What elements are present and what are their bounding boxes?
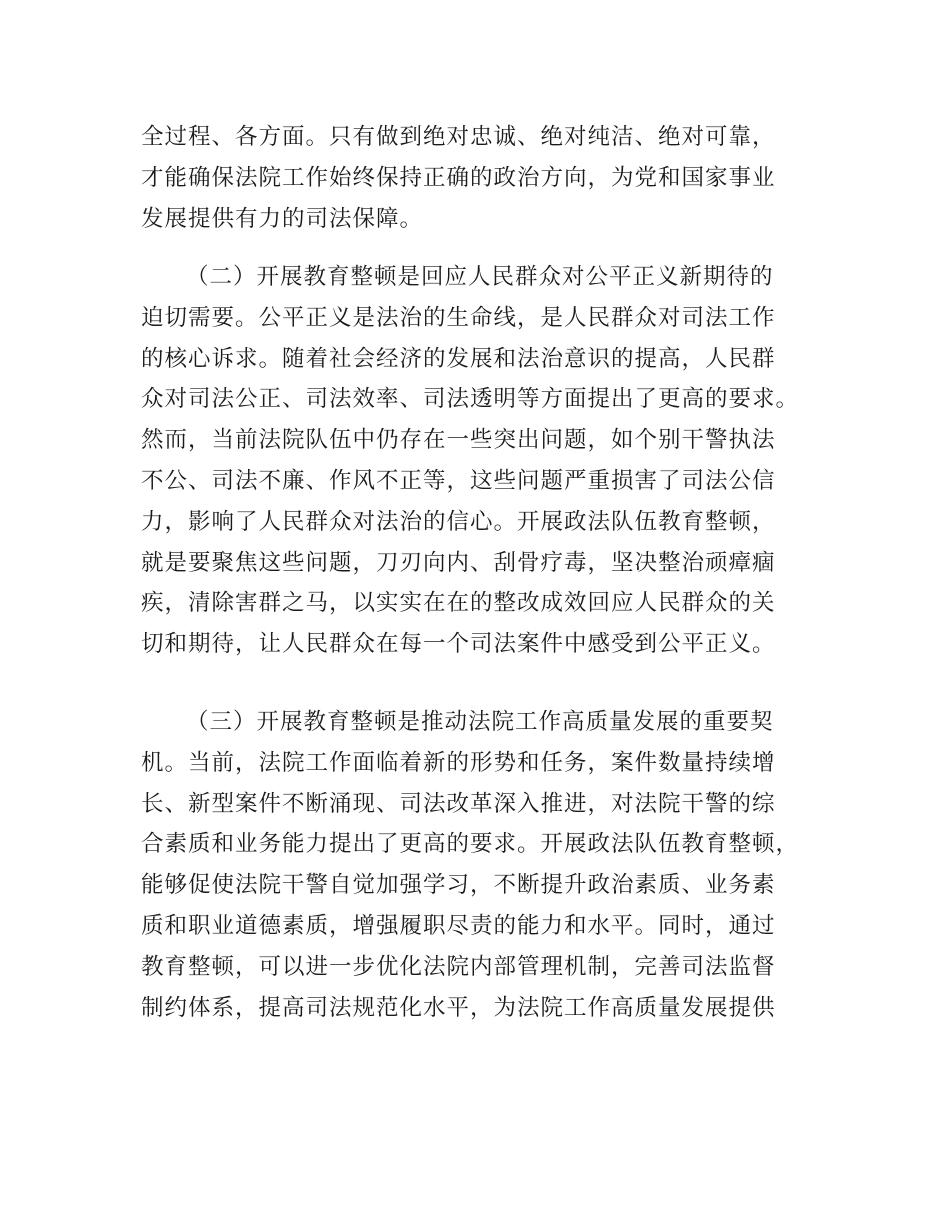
paragraph-section-three [141, 702, 811, 1028]
paragraph-section-two [141, 257, 811, 665]
text-line: 质和职业道德素质，增强履职尽责的能力和水平。同时，通过 [141, 912, 776, 939]
text-line: 长、新型案件不断涌现、司法改革深入推进，对法院干警的综 [141, 790, 776, 817]
text-line: 才能确保法院工作始终保持正确的政治方向，为党和国家事业 [141, 164, 776, 191]
text-line: 就是要聚焦这些问题，刀刃向内、刮骨疗毒，坚决整治顽瘴痼 [141, 549, 776, 576]
text-line: 迫切需要。公平正义是法治的生命线，是人民群众对司法工作 [141, 304, 776, 331]
text-line: 然而，当前法院队伍中仍存在一些突出问题，如个别干警执法 [141, 427, 776, 454]
text-line: 合素质和业务能力提出了更高的要求。开展政法队伍教育整顿， [141, 831, 800, 858]
text-line: 的核心诉求。随着社会经济的发展和法治意识的提高，人民群 [141, 345, 776, 372]
paragraph-continuation [141, 117, 811, 239]
text-line: 发展提供有力的司法保障。 [141, 205, 424, 232]
text-line: 机。当前，法院工作面临着新的形势和任务，案件数量持续增 [141, 749, 776, 776]
text-line: 切和期待，让人民群众在每一个司法案件中感受到公平正义。 [141, 631, 776, 658]
text-line: 全过程、各方面。只有做到绝对忠诚、绝对纯洁、绝对可靠， [141, 124, 776, 150]
text-line: （三）开展教育整顿是推动法院工作高质量发展的重要契 [186, 709, 774, 735]
text-line: 众对司法公正、司法效率、司法透明等方面提出了更高的要求。 [141, 386, 800, 413]
text-line: 不公、司法不廉、作风不正等，这些问题严重损害了司法公信 [141, 467, 776, 494]
text-line: 疾，清除害群之马，以实实在在的整改成效回应人民群众的关 [141, 590, 776, 617]
text-line: 力，影响了人民群众对法治的信心。开展政法队伍教育整顿， [141, 508, 776, 535]
text-line: （二）开展教育整顿是回应人民群众对公平正义新期待的 [186, 264, 774, 290]
text-line: 教育整顿，可以进一步优化法院内部管理机制，完善司法监督 [141, 953, 776, 980]
text-line: 制约体系，提高司法规范化水平，为法院工作高质量发展提供 [141, 994, 776, 1021]
text-line: 能够促使法院干警自觉加强学习，不断提升政治素质、业务素 [141, 872, 776, 899]
